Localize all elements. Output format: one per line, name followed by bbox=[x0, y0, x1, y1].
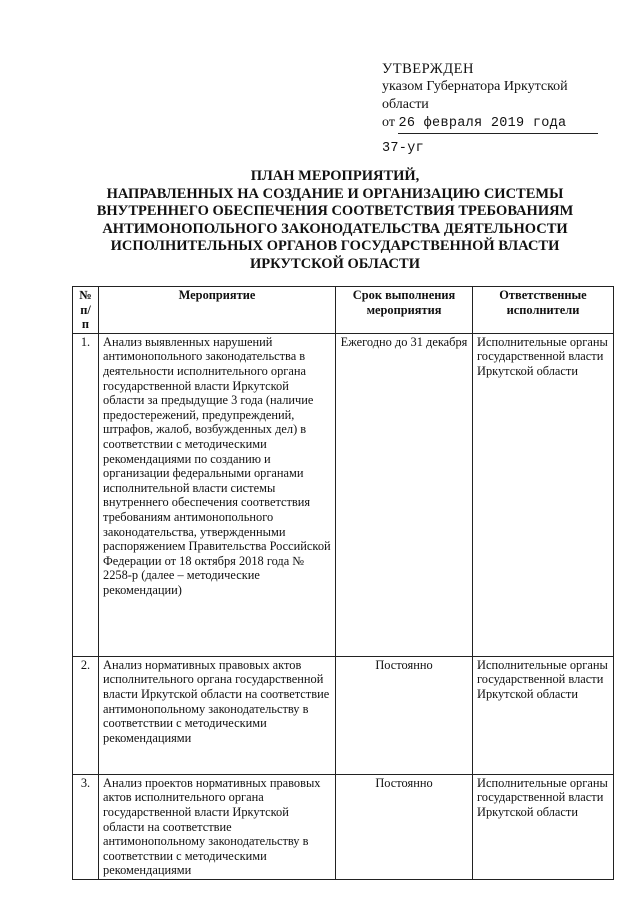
row-num: 1. bbox=[73, 333, 99, 656]
plan-table bbox=[72, 286, 614, 880]
row-event: Анализ проектов нормативных правовых актов исполнительного органа государственной власти Иркутской области на соответствие антимонопольному законодательству в соответствии с методическими рекомендациями bbox=[99, 774, 336, 879]
title-line-6: ИРКУТСКОЙ ОБЛАСТИ bbox=[250, 255, 420, 272]
row-responsible: Исполнительные органы государственной власти Иркутской области bbox=[473, 333, 614, 656]
row-num: 3. bbox=[73, 774, 99, 879]
title-line-3: ВНУТРЕННЕГО ОБЕСПЕЧЕНИЯ СООТВЕТСТВИЯ ТРЕБОВАНИЯМ bbox=[96, 203, 574, 219]
header-event: Мероприятие bbox=[99, 287, 336, 334]
row-term: Постоянно bbox=[336, 774, 473, 879]
row-term: Постоянно bbox=[336, 656, 473, 774]
table-header-row bbox=[73, 287, 614, 334]
approval-date: 26 февраля 2019 года bbox=[398, 116, 567, 131]
approval-stamp bbox=[382, 60, 632, 158]
row-term: Ежегодно до 31 декабря bbox=[336, 333, 473, 656]
title-line-2: НАПРАВЛЕННЫХ НА СОЗДАНИЕ И ОРГАНИЗАЦИЮ СИСТЕМЫ bbox=[106, 185, 564, 202]
row-event: Анализ выявленных нарушений антимонопольного законодательства в деятельности исполнительного органа государственной власти Иркутской области за предыдущие 3 года (наличие предостережений, предупреждений, штрафов, жалоб, возбужденных дел) в соответствии с методическими рекомендациями по созданию и организации федеральными органами исполнительной власти системы внутреннего обеспечения соответствия требованиям антимонопольного законодательства, утвержденными распоряжением Правительства Российской Федерации от 18 октября 2018 года № 2258-р (далее – методические рекомендации) bbox=[99, 333, 336, 656]
table-row bbox=[73, 333, 614, 656]
approval-number: 37-уг bbox=[382, 141, 425, 156]
approval-date-prefix: от bbox=[382, 115, 395, 130]
row-num: 2. bbox=[73, 656, 99, 774]
row-event: Анализ нормативных правовых актов исполнительного органа государственной власти Иркутской области на соответствие антимонопольному законодательству в соответствии с методическими рекомендациями bbox=[99, 656, 336, 774]
approval-heading: УТВЕРЖДЕН bbox=[382, 61, 474, 77]
approval-line-2: области bbox=[382, 97, 429, 112]
approval-line-1: указом Губернатора Иркутской bbox=[382, 79, 568, 94]
title-line-5: ИСПОЛНИТЕЛЬНЫХ ОРГАНОВ ГОСУДАРСТВЕННОЙ ВЛАСТИ bbox=[110, 238, 560, 254]
title-line-1: ПЛАН МЕРОПРИЯТИЙ, bbox=[250, 168, 420, 184]
row-responsible: Исполнительные органы государственной власти Иркутской области bbox=[473, 656, 614, 774]
document-title bbox=[70, 168, 600, 273]
header-term: Срок выполнения мероприятия bbox=[336, 287, 473, 334]
table-row bbox=[73, 656, 614, 774]
table-row bbox=[73, 774, 614, 879]
header-responsible: Ответственные исполнители bbox=[473, 287, 614, 334]
row-responsible: Исполнительные органы государственной власти Иркутской области bbox=[473, 774, 614, 879]
header-num: № п/п bbox=[73, 287, 99, 334]
title-line-4: АНТИМОНОПОЛЬНОГО ЗАКОНОДАТЕЛЬСТВА ДЕЯТЕЛЬНОСТИ bbox=[102, 220, 568, 237]
